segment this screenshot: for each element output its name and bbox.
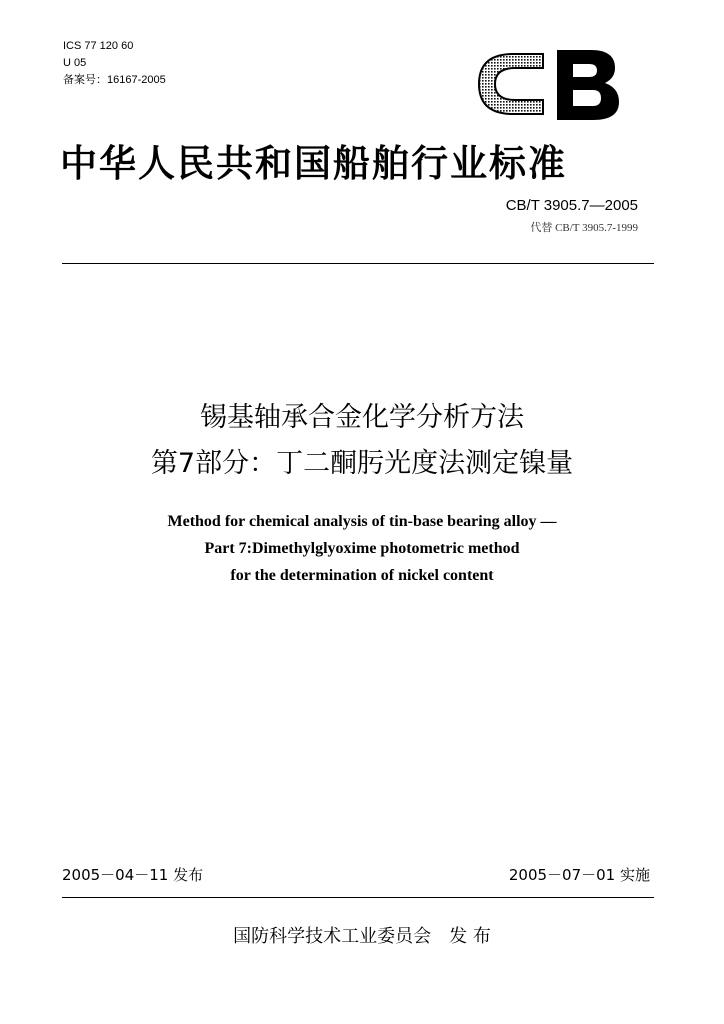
standard-number: CB/T 3905.7—2005: [505, 197, 638, 214]
classification-code: U 05: [63, 57, 87, 69]
header-divider: [62, 263, 654, 264]
issuer-organization: 国防科学技术工业委员会: [233, 926, 432, 947]
issuing-authority: [0, 922, 724, 948]
english-title-line-3: for the determination of nickel content: [230, 567, 494, 584]
replaces-standard: 代替 CB/T 3905.7-1999: [530, 222, 638, 234]
cb-logo: [473, 44, 625, 124]
issue-date: 2005－04－11 发布: [62, 866, 204, 884]
ics-code: ICS 77 120 60: [63, 40, 134, 52]
issuer-action: 发 布: [449, 926, 491, 947]
footer-divider: [62, 897, 654, 898]
record-number: 备案号：16167-2005: [63, 74, 166, 86]
chinese-title-line-2: 第7部分：丁二酮肟光度法测定镍量: [150, 448, 574, 479]
chinese-title-line-1: 锡基轴承合金化学分析方法: [200, 402, 524, 433]
header-metadata: [63, 38, 166, 89]
english-title-line-2: Part 7:Dimethylglyoxime photometric method: [204, 540, 520, 557]
implementation-date: 2005－07－01 实施: [508, 866, 650, 884]
english-title-line-1: Method for chemical analysis of tin-base bearing alloy —: [167, 513, 557, 530]
industry-standard-title: 中华人民共和国船舶行业标准: [60, 142, 567, 185]
